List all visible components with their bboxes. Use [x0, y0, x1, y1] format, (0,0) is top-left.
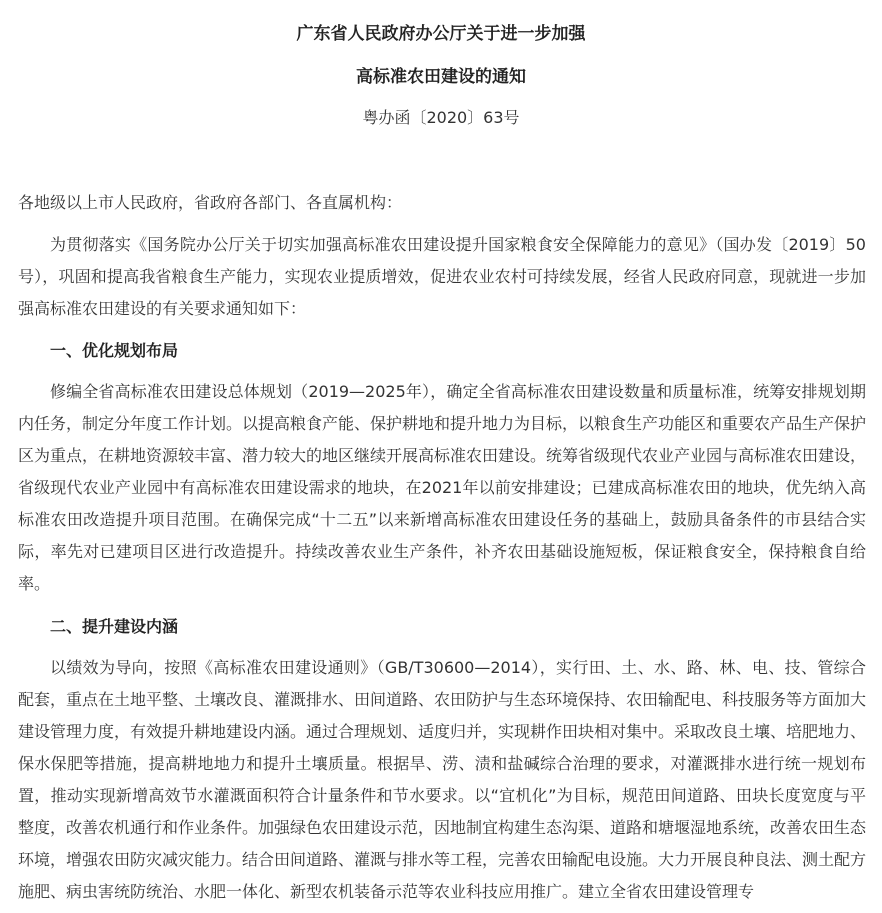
salutation: 各地级以上市人民政府，省政府各部门、各直属机构： — [18, 193, 403, 212]
document-number: 粤办函〔2020〕63号 — [362, 108, 520, 127]
section-heading-2: 二、提升建设内涵 — [50, 617, 179, 636]
section-body-1: 修编全省高标准农田建设总体规划（2019—2025年），确定全省高标准农田建设数量和质量标准，统筹安排规划期内任务，制定分年度工作计划。以提高粮食产能、保护耕地和提升地力为目标，以粮食生产功能区和重要农产品生产保护区为重点，在耕地资源较丰富、潜力较大的地区继续开展高标准农田建设。统筹省级现代农业产业园与高标准农田建设，省级现代农业产业园中有高标准农田建设需求的地块，在2021年以前安排建设；已建成高标准农田的地块，优先纳入高标准农田改造提升项目范围。在确保完成“十二五”以来新增高标准农田建设任务的基础上，鼓励具备条件的市县结合实际，率先对已建项目区进行改造提升。持续改善农业生产条件，补齐农田基础设施短板，保证粮食安全，保持粮食自给率。 — [18, 382, 867, 593]
section-body-2: 以绩效为导向，按照《高标准农田建设通则》（GB/T30600—2014），实行田、土、水、路、林、电、技、管综合配套，重点在土地平整、土壤改良、灌溉排水、田间道路、农田防护与生态环境保持、农田输配电、科技服务等方面加大建设管理力度，有效提升耕地建设内涵。通过合理规划、适度归并，实现耕作田块相对集中。采取改良土壤、培肥地力、保水保肥等措施，提高耕地地力和提升土壤质量。根据旱、涝、渍和盐碱综合治理的要求，对灌溉排水进行统一规划布置，推动实现新增高效节水灌溉面积符合计量条件和节水要求。以“宜机化”为目标，规范田间道路、田块长度宽度与平整度，改善农机通行和作业条件。加强绿色农田建设示范，因地制宜构建生态沟渠、道路和塘堰湿地系统，改善农田生态环境，增强农田防灾减灾能力。结合田间道路、灌溉与排水等工程，完善农田输配电设施。大力开展良种良法、测土配方施肥、病虫害统防统治、水肥一体化、新型农机装备示范等农业科技应用推广。建立全省农田建设管理专 — [18, 658, 867, 901]
section-heading-1: 一、优化规划布局 — [50, 341, 179, 360]
intro-paragraph: 为贯彻落实《国务院办公厅关于切实加强高标准农田建设提升国家粮食安全保障能力的意见》（国办发〔2019〕50号），巩固和提高我省粮食生产能力，实现农业提质增效，促进农业农村可持续发展，经省人民政府同意，现就进一步加强高标准农田建设的有关要求通知如下： — [18, 235, 866, 318]
document-title-line-2: 高标准农田建设的通知 — [356, 67, 526, 87]
document-title-line-1: 广东省人民政府办公厅关于进一步加强 — [296, 24, 586, 44]
